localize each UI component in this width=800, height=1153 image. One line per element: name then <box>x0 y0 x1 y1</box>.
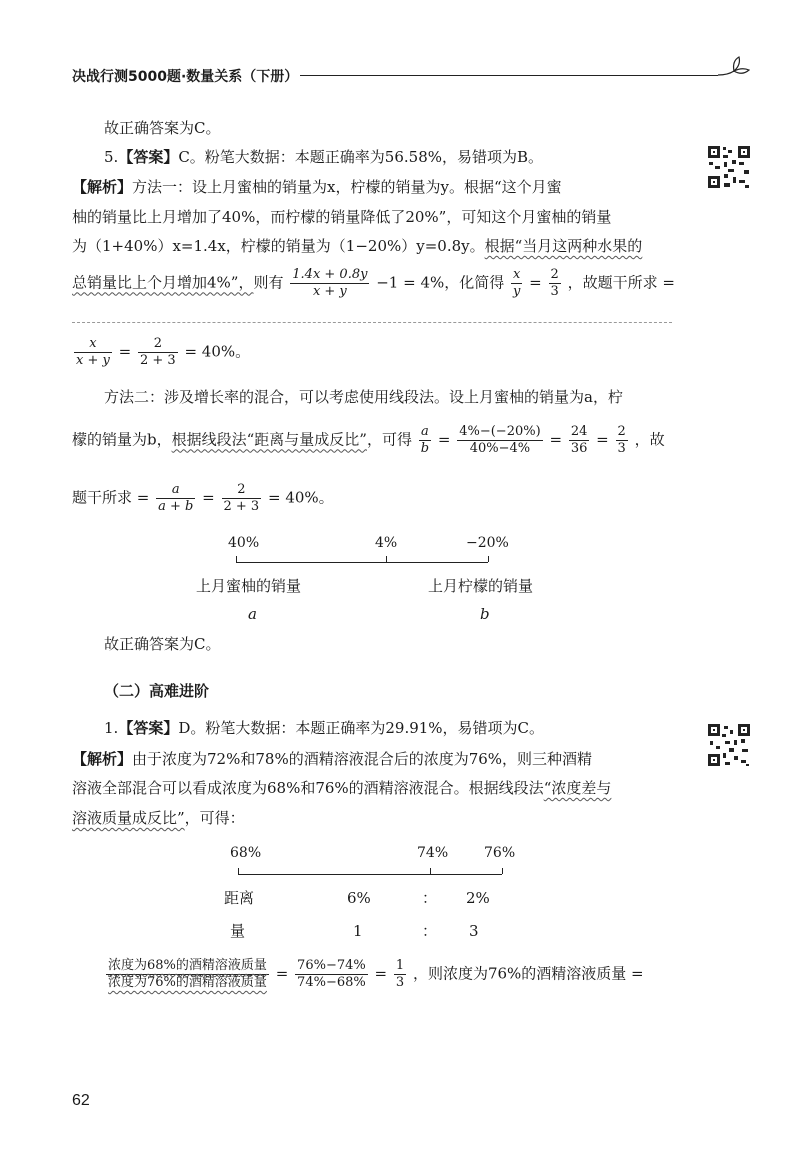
qr-code-icon[interactable] <box>706 144 752 190</box>
q5-analysis-line-5: $\frac{x}{x + y}$ = $\frac{2}{2 + 3}$ = 40%。 <box>76 336 251 368</box>
q1-answer-line: 1.【答案】D。粉笔大数据：本题正确率为29.91%，易错项为C。 <box>104 719 545 737</box>
fraction: $\frac{\text{浓度为68\%的酒精溶液质量}}{\text{浓度为76\%的酒精溶液质量}}$ <box>108 958 267 990</box>
diagram1-var-left: a <box>248 605 257 623</box>
fraction: $\frac{1}{3}$ <box>395 958 405 990</box>
fraction: $\frac{4\%-(-20\%)}{40\%-4\%}$ <box>459 424 541 456</box>
diagram2-row2-b: 3 <box>469 922 479 940</box>
page-number: 62 <box>72 1092 90 1109</box>
diagram1-tick <box>236 556 237 562</box>
diagram2-segment <box>238 874 502 875</box>
q1-formula-line: $\frac{\text{浓度为68\%的酒精溶液质量}}{\text{浓度为76\%的酒精溶液质量}}$ = $\frac{76\%-74\%}{74\%-68\%}$ = $\frac{1}{3}$ ，则浓度为76%的酒精溶液质量 = <box>108 958 644 990</box>
diagram2-label-p3: 76% <box>484 845 516 861</box>
q5-analysis-line-1: 【解析】方法一：设上月蜜柚的销量为x，柠檬的销量为y。根据“这个月蜜 <box>72 178 562 196</box>
q1-analysis-line-3: 溶液质量成反比”，可得： <box>72 809 245 827</box>
diagram1-var-right: b <box>480 605 490 623</box>
diagram2-tick <box>502 868 503 874</box>
header-rule <box>300 75 718 76</box>
fraction: $\frac{2}{3}$ <box>617 424 626 456</box>
diagram2-label-p2: 74% <box>417 845 449 861</box>
diagram1-tick <box>488 556 489 562</box>
q1-analysis-line-2: 溶液全部混合可以看成浓度为68%和76%的酒精溶液混合。根据线段法“浓度差与 <box>72 779 612 797</box>
q5-method2-line-1: 方法二：涉及增长率的混合，可以考虑使用线段法。设上月蜜柚的销量为a，柠 <box>104 388 623 406</box>
fraction: $\frac{a}{a + b}$ <box>158 482 194 514</box>
diagram1-segment <box>236 562 488 563</box>
diagram1-label-right: −20% <box>466 535 509 551</box>
diagram2-label-p1: 68% <box>230 845 262 861</box>
diagram2-row2-sep: ： <box>422 922 438 940</box>
q5-answer-line: 5.【答案】C。粉笔大数据：本题正确率为56.58%，易错项为B。 <box>104 148 544 166</box>
q5-analysis-line-4: 总销量比上个月增加4%”，则有 $\frac{1.4x + 0.8y}{x + y}$ −1 = 4%，化简得 $\frac{x}{y}$ = $\frac{2}{3}$ ，故题干所求 = <box>72 267 675 299</box>
diagram2-row2-a: 1 <box>353 922 363 940</box>
diagram1-label-left: 40% <box>228 535 260 551</box>
sprout-icon <box>716 50 752 84</box>
fraction: $\frac{24}{36}$ <box>570 424 588 456</box>
diagram2-tick <box>430 868 431 874</box>
q5-analysis-line-2: 柚的销量比上月增加了40%，而柠檬的销量降低了20%”，可知这个月蜜柚的销量 <box>72 208 612 226</box>
fraction: $\frac{a}{b}$ <box>420 424 430 456</box>
q5-method2-line-3: 题干所求 = $\frac{a}{a + b}$ = $\frac{2}{2 + 3}$ = 40%。 <box>72 482 334 514</box>
diagram2-row1-a: 6% <box>347 889 371 907</box>
q5-conclusion: 故正确答案为C。 <box>104 635 221 653</box>
diagram2-row1-sep: ： <box>422 889 438 907</box>
fraction: $\frac{2}{2 + 3}$ <box>223 482 260 514</box>
diagram2-row2-label: 量 <box>230 922 246 940</box>
section-title: （二）高难进阶 <box>104 682 210 700</box>
q1-analysis-line-1: 【解析】由于浓度为72%和78%的酒精溶液混合后的浓度为76%，则三种酒精 <box>72 750 593 768</box>
previous-conclusion: 故正确答案为C。 <box>104 119 221 137</box>
fraction: $\frac{x}{x + y}$ <box>76 336 110 368</box>
diagram1-tick <box>386 556 387 562</box>
wavy-underline-continuation <box>72 322 672 324</box>
fraction: $\frac{1.4x + 0.8y}{x + y}$ <box>292 267 368 299</box>
q5-analysis-line-3: 为（1+40%）x=1.4x，柠檬的销量为（1−20%）y=0.8y。根据“当月这两种水果的 <box>72 237 643 255</box>
diagram2-row1-b: 2% <box>466 889 490 907</box>
diagram2-row1-label: 距离 <box>224 889 255 907</box>
diagram1-label-mid: 4% <box>375 535 398 551</box>
running-header-title: 决战行测5000题·数量关系（下册） <box>72 69 299 85</box>
qr-code-icon[interactable] <box>706 722 752 768</box>
fraction: $\frac{x}{y}$ <box>513 267 521 299</box>
diagram1-caption-right: 上月柠檬的销量 <box>428 577 534 595</box>
diagram1-caption-left: 上月蜜柚的销量 <box>196 577 302 595</box>
diagram2-tick <box>238 868 239 874</box>
q5-method2-line-2: 檬的销量为b，根据线段法“距离与量成反比”，可得 $\frac{a}{b}$ = $\frac{4\%-(-20\%)}{40\%-4\%}$ = $\frac{24}{36}$ = $\frac{2}{3}$ ，故 <box>72 424 665 456</box>
fraction: $\frac{2}{2 + 3}$ <box>139 336 176 368</box>
fraction: $\frac{76\%-74\%}{74\%-68\%}$ <box>297 958 366 990</box>
fraction: $\frac{2}{3}$ <box>550 267 559 299</box>
